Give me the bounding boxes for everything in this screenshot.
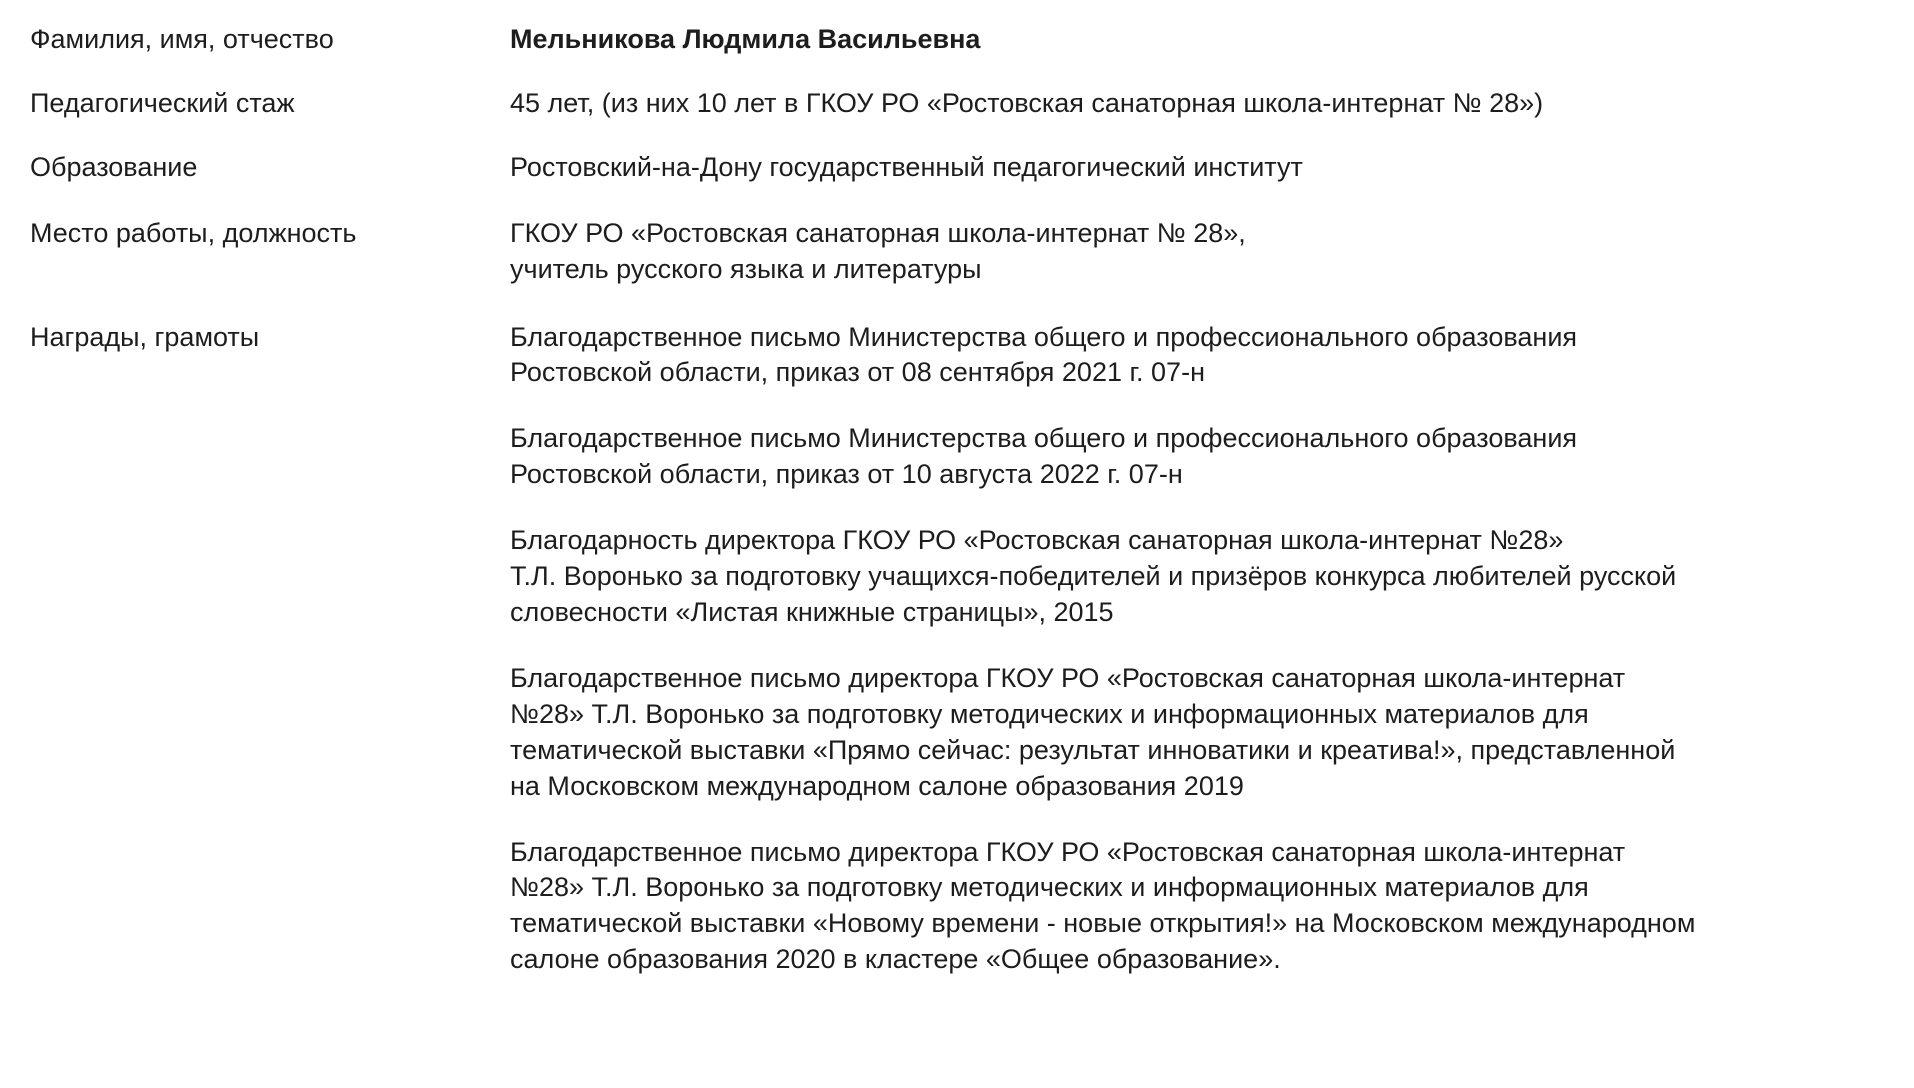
table-row (30, 14, 1874, 72)
value-line: 45 лет, (из них 10 лет в ГКОУ РО «Ростовская санаторная школа-интернат № 28») (510, 87, 1544, 118)
row-value-cell (510, 72, 1874, 136)
row-label-cell (30, 304, 510, 979)
field-value-education (510, 150, 1874, 186)
row-label-cell (30, 14, 510, 72)
award-line: словесности «Листая книжные страницы», 2015 (510, 596, 1114, 627)
row-label-cell (30, 200, 510, 304)
value-line: Ростовский-на-Дону государственный педагогический институт (510, 151, 1303, 182)
field-value-awards (510, 320, 1874, 979)
award-line: №28» Т.Л. Воронько за подготовку методических и информационных материалов для (510, 872, 1589, 903)
award-item (510, 421, 1874, 493)
value-line: ГКОУ РО «Ростовская санаторная школа-интернат № 28», (510, 217, 1246, 248)
award-line: Т.Л. Воронько за подготовку учащихся-победителей и призёров конкурса любителей русской (510, 561, 1677, 592)
teacher-info-table (30, 14, 1874, 978)
row-value-cell (510, 14, 1874, 72)
award-line: Ростовской области, приказ от 10 августа 2022 г. 07-н (510, 459, 1183, 490)
field-label-awards: Награды, грамоты (30, 321, 260, 352)
award-item (510, 523, 1874, 631)
field-label-teaching-experience: Педагогический стаж (30, 87, 295, 118)
award-line: салоне образования 2020 в кластере «Общее образование». (510, 944, 1281, 975)
field-value-teaching-experience (510, 86, 1874, 122)
award-line: Благодарственное письмо директора ГКОУ РО «Ростовская санаторная школа-интернат (510, 836, 1626, 867)
field-label-education: Образование (30, 151, 198, 182)
row-value-cell (510, 304, 1874, 979)
field-label-workplace-position: Место работы, должность (30, 217, 357, 248)
award-line: тематической выставки «Новому времени - новые открытия!» на Московском международном (510, 908, 1696, 939)
award-line: Благодарственное письмо Министерства общего и профессионального образования (510, 321, 1578, 352)
table-row (30, 136, 1874, 200)
award-line: №28» Т.Л. Воронько за подготовку методических и информационных материалов для (510, 698, 1589, 729)
row-label-cell (30, 136, 510, 200)
row-value-cell (510, 136, 1874, 200)
award-line: Ростовской области, приказ от 08 сентября 2021 г. 07-н (510, 357, 1205, 388)
table-row (30, 72, 1874, 136)
award-item (510, 661, 1874, 805)
award-line: тематической выставки «Прямо сейчас: результат инноватики и креатива!», представленной (510, 734, 1676, 765)
award-line: на Московском международном салоне образования 2019 (510, 770, 1244, 801)
table-row (30, 200, 1874, 304)
row-value-cell (510, 200, 1874, 304)
value-line: Мельникова Людмила Васильевна (510, 24, 981, 54)
field-value-full-name (510, 22, 1874, 58)
value-line: учитель русского языка и литературы (510, 253, 982, 284)
award-item (510, 835, 1874, 979)
award-line: Благодарность директора ГКОУ РО «Ростовская санаторная школа-интернат №28» (510, 525, 1564, 556)
table-row (30, 304, 1874, 979)
award-item (510, 320, 1874, 392)
field-label-full-name: Фамилия, имя, отчество (30, 24, 334, 54)
field-value-workplace-position (510, 216, 1874, 288)
award-line: Благодарственное письмо директора ГКОУ РО «Ростовская санаторная школа-интернат (510, 662, 1626, 693)
award-line: Благодарственное письмо Министерства общего и профессионального образования (510, 423, 1578, 454)
row-label-cell (30, 72, 510, 136)
